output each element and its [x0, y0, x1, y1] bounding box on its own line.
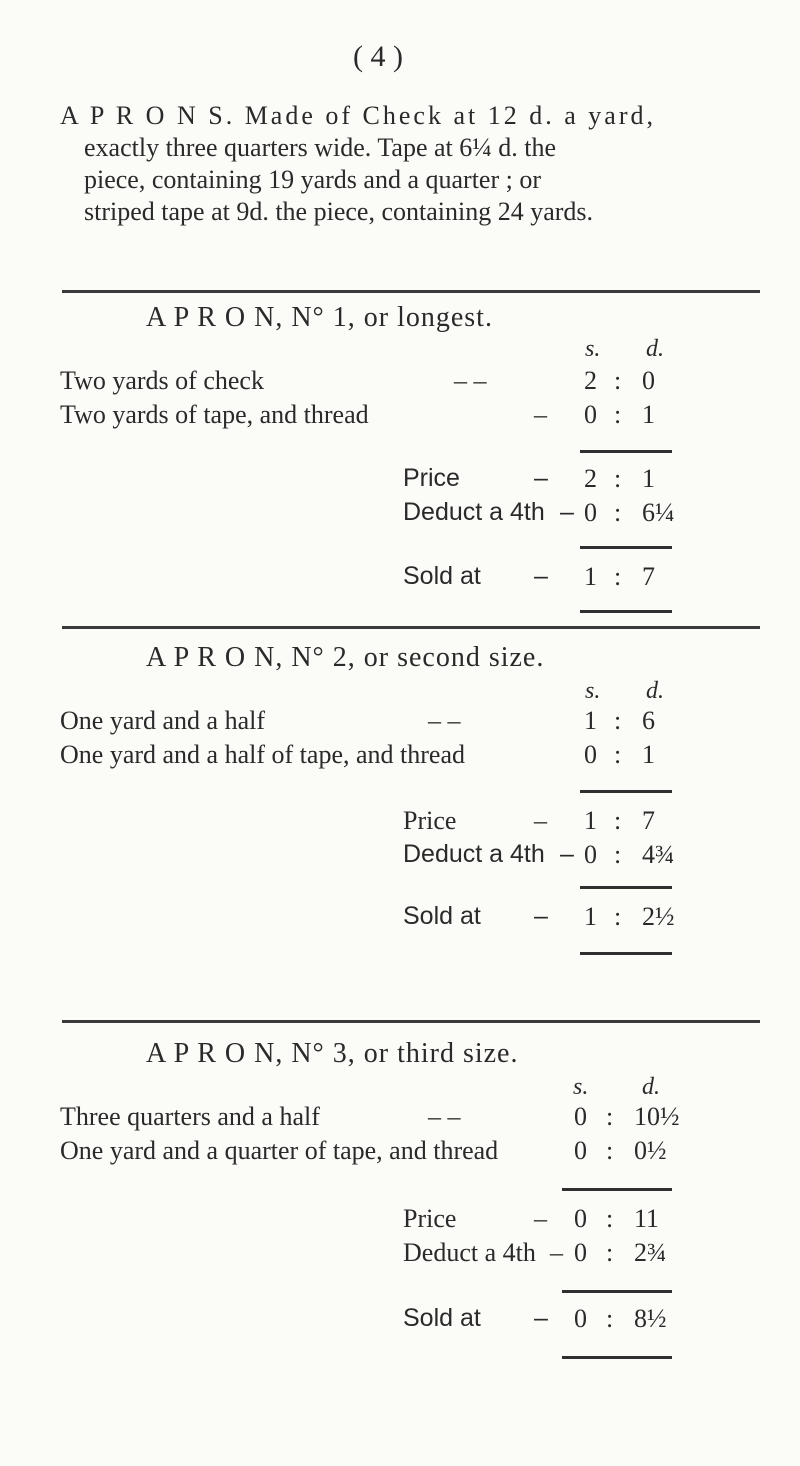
- colon: :: [606, 1238, 614, 1267]
- deduct-label: Deduct a 4th: [403, 1238, 536, 1267]
- item-pence: 0½: [634, 1136, 667, 1165]
- item-label: One yard and a quarter of tape, and thread: [60, 1136, 499, 1165]
- dash: –: [534, 562, 548, 590]
- deduct-pence: 2¾: [634, 1238, 667, 1267]
- sold-pence: 2½: [642, 902, 675, 931]
- sold-label: Sold at: [403, 562, 481, 590]
- item-dash: – –: [428, 706, 461, 735]
- sold-label: Sold at: [403, 902, 481, 930]
- item-pence: 10½: [634, 1102, 680, 1131]
- sum-rule: [562, 1356, 672, 1359]
- shillings-header: s.: [585, 678, 601, 704]
- sum-rule: [580, 610, 672, 613]
- item-pence: 1: [642, 400, 655, 429]
- price-shillings: 1: [584, 806, 597, 835]
- dash: –: [534, 806, 547, 835]
- section-divider: [62, 1020, 760, 1023]
- item-label: Three quarters and a half: [60, 1102, 320, 1131]
- intro-line: exactly three quarters wide. Tape at 6¼ d. the: [84, 133, 557, 162]
- page-number: ( 4 ): [353, 40, 403, 73]
- item-label: Two yards of check: [60, 366, 264, 395]
- section-title: A P R O N, N° 3, or third size.: [146, 1038, 519, 1069]
- sum-rule: [580, 886, 672, 889]
- colon: :: [606, 1204, 614, 1233]
- deduct-pence: 6¼: [642, 498, 675, 527]
- item-dash: – –: [428, 1102, 461, 1131]
- price-pence: 7: [642, 806, 655, 835]
- sum-rule: [580, 546, 672, 549]
- deduct-shillings: 0: [584, 498, 597, 527]
- colon: :: [614, 366, 622, 395]
- dash: –: [534, 464, 548, 492]
- dash: –: [560, 840, 574, 868]
- section-divider: [62, 290, 760, 293]
- price-pence: 11: [634, 1204, 660, 1233]
- colon: :: [614, 400, 622, 429]
- colon: :: [614, 806, 622, 835]
- item-pence: 6: [642, 706, 655, 735]
- sold-shillings: 1: [584, 562, 597, 591]
- item-pence: 0: [642, 366, 655, 395]
- pence-header: d.: [646, 678, 664, 704]
- shillings-header: s.: [585, 336, 601, 362]
- intro-line: striped tape at 9d. the piece, containing 24 yards.: [84, 197, 594, 226]
- intro-paragraph: [60, 100, 656, 228]
- deduct-label: Deduct a 4th: [403, 498, 545, 526]
- dash: –: [560, 498, 574, 526]
- pence-header: d.: [642, 1074, 660, 1100]
- price-label: Price: [403, 806, 457, 835]
- price-label: Price: [403, 1204, 457, 1233]
- sold-label: Sold at: [403, 1304, 481, 1332]
- section-divider: [62, 626, 760, 629]
- sum-rule: [580, 450, 672, 453]
- item-shillings: 0: [574, 1102, 587, 1131]
- dash: –: [534, 1304, 548, 1332]
- item-shillings: 0: [584, 400, 597, 429]
- pence-header: d.: [646, 336, 664, 362]
- section-title: A P R O N, N° 1, or longest.: [146, 302, 493, 333]
- price-shillings: 2: [584, 464, 597, 493]
- price-pence: 1: [642, 464, 655, 493]
- sum-rule: [580, 790, 672, 793]
- item-label: One yard and a half: [60, 706, 266, 735]
- colon: :: [614, 562, 622, 591]
- item-label: Two yards of tape, and thread: [60, 400, 369, 429]
- item-dash: – –: [454, 366, 487, 395]
- colon: :: [614, 902, 622, 931]
- price-shillings: 0: [574, 1204, 587, 1233]
- item-dash: –: [534, 400, 547, 429]
- colon: :: [606, 1304, 614, 1333]
- colon: :: [606, 1136, 614, 1165]
- sold-pence: 7: [642, 562, 655, 591]
- colon: :: [614, 840, 622, 869]
- sum-rule: [562, 1290, 672, 1293]
- colon: :: [614, 706, 622, 735]
- item-pence: 1: [642, 740, 655, 769]
- sold-shillings: 0: [574, 1304, 587, 1333]
- colon: :: [614, 740, 622, 769]
- item-shillings: 0: [584, 740, 597, 769]
- sum-rule: [562, 1188, 672, 1191]
- deduct-shillings: 0: [574, 1238, 587, 1267]
- deduct-label: Deduct a 4th: [403, 840, 545, 868]
- colon: :: [606, 1102, 614, 1131]
- section-title: A P R O N, N° 2, or second size.: [146, 642, 545, 673]
- item-shillings: 0: [574, 1136, 587, 1165]
- colon: :: [614, 498, 622, 527]
- item-label: One yard and a half of tape, and thread: [60, 740, 465, 769]
- colon: :: [614, 464, 622, 493]
- dash: –: [534, 1204, 547, 1233]
- intro-line: piece, containing 19 yards and a quarter ; or: [84, 165, 541, 194]
- sum-rule: [580, 952, 672, 955]
- dash: –: [550, 1238, 563, 1267]
- item-shillings: 2: [584, 366, 597, 395]
- intro-line: A P R O N S. Made of Check at 12 d. a yard,: [60, 101, 656, 130]
- deduct-pence: 4¾: [642, 840, 675, 869]
- shillings-header: s.: [573, 1074, 589, 1100]
- sold-pence: 8½: [634, 1304, 667, 1333]
- deduct-shillings: 0: [584, 840, 597, 869]
- item-shillings: 1: [584, 706, 597, 735]
- price-label: Price: [403, 464, 460, 492]
- dash: –: [534, 902, 548, 930]
- sold-shillings: 1: [584, 902, 597, 931]
